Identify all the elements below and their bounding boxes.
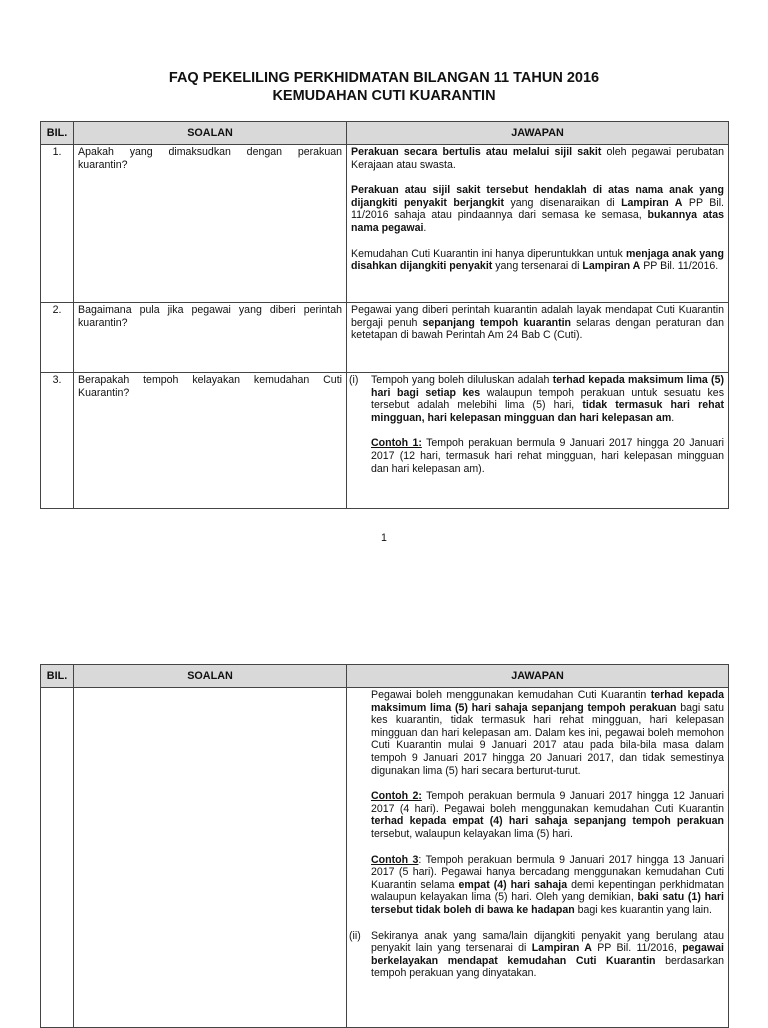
row-number bbox=[41, 688, 74, 1028]
answer-cell: Perakuan secara bertulis atau melalui sijil sakit oleh pegawai perubatan Kerajaan atau swasta. Perakuan atau sijil sakit tersebut hendaklah di atas nama anak yang dijangkiti penyakit berjangkit yang disenaraikan di Lampiran A PP Bil. 11/2016 sahaja atau pindaannya dari semasa ke semasa, bukannya atas nama pegawai. Kemudahan Cuti Kuarantin ini hanya diperuntukkan untuk menjaga anak yang disahkan dijangkiti penyakit yang tersenarai di Lampiran A PP Bil. 11/2016. bbox=[347, 145, 729, 303]
answer-cell: (i) Tempoh yang boleh diluluskan adalah terhad kepada maksimum lima (5) hari bagi setiap kes walaupun tempoh perakuan untuk sesuatu kes tersebut adalah melebihi lima (5) hari, tidak termasuk hari rehat mingguan, hari kelepasan mingguan dan hari kelepasan am. Contoh 1: Tempoh perakuan bermula 9 Januari 2017 hingga 20 Januari 2017 (12 hari, termasuk hari rehat mingguan, hari kelepasan mingguan dan hari kelepasan am). bbox=[347, 373, 729, 509]
header-soalan: SOALAN bbox=[74, 122, 347, 145]
header-bil: BIL. bbox=[41, 122, 74, 145]
question-cell: Apakah yang dimaksudkan dengan perakuan kuarantin? bbox=[74, 145, 347, 303]
table-row bbox=[41, 688, 729, 1028]
table-row bbox=[41, 145, 729, 303]
faq-table-page-1 bbox=[40, 121, 729, 509]
table-header-row bbox=[41, 665, 729, 688]
faq-table-page-2 bbox=[40, 664, 729, 1028]
row-number: 2. bbox=[41, 303, 74, 373]
question-cell bbox=[74, 688, 347, 1028]
question-cell: Bagaimana pula jika pegawai yang diberi perintah kuarantin? bbox=[74, 303, 347, 373]
document-subtitle: KEMUDAHAN CUTI KUARANTIN bbox=[272, 88, 496, 104]
header-soalan: SOALAN bbox=[74, 665, 347, 688]
header-bil: BIL. bbox=[41, 665, 74, 688]
document-title: FAQ PEKELILING PERKHIDMATAN BILANGAN 11 TAHUN 2016 bbox=[168, 70, 600, 86]
answer-cell: Pegawai boleh menggunakan kemudahan Cuti Kuarantin terhad kepada maksimum lima (5) hari sahaja sepanjang tempoh perakuan bagi satu kes kuarantin, tidak termasuk hari rehat mingguan, hari kelepasan mingguan dan hari kelepasan am. Dalam kes ini, pegawai boleh memohon Cuti Kuarantin mulai 9 Januari 2017 atau pada bila-bila masa dalam tempoh 9 Januari 2017 hingga 20 Januari 2017, dan tidak semestinya digunakan lima (5) hari secara berturut-turut. Contoh 2: Tempoh perakuan bermula 9 Januari 2017 hingga 12 Januari 2017 (4 hari). Pegawai boleh menggunakan kemudahan Cuti Kuarantin terhad kepada empat (4) hari sahaja sepanjang tempoh perakuan tersebut, walaupun kelayakan lima (5) hari. Contoh 3: Tempoh perakuan bermula 9 Januari 2017 hingga 13 Januari 2017 (5 hari). Pegawai hanya bercadang menggunakan kemudahan Cuti Kuarantin selama empat (4) hari sahaja demi kepentingan perkhidmatan walaupun kelayakan lima (5) hari. Oleh yang demikian, baki satu (1) hari tersebut tidak boleh di bawa ke hadapan bagi kes kuarantin yang lain. (ii) Sekiranya anak yang sama/lain dijangkiti penyakit yang berulang atau penyakit lain yang tersenarai di Lampiran A PP Bil. 11/2016, pegawai berkelayakan mendapat kemudahan Cuti Kuarantin berdasarkan tempoh perakuan yang dinyatakan. bbox=[347, 688, 729, 1028]
row-number: 3. bbox=[41, 373, 74, 509]
header-jawapan: JAWAPAN bbox=[347, 122, 729, 145]
table-row bbox=[41, 303, 729, 373]
question-cell: Berapakah tempoh kelayakan kemudahan Cuti Kuarantin? bbox=[74, 373, 347, 509]
header-jawapan: JAWAPAN bbox=[347, 665, 729, 688]
row-number: 1. bbox=[41, 145, 74, 303]
table-row bbox=[41, 373, 729, 509]
table-header-row bbox=[41, 122, 729, 145]
page-number: 1 bbox=[381, 532, 387, 544]
answer-cell: Pegawai yang diberi perintah kuarantin adalah layak mendapat Cuti Kuarantin bergaji penuh sepanjang tempoh kuarantin selaras dengan peraturan dan ketetapan di bawah Perintah Am 24 Bab C (Cuti). bbox=[347, 303, 729, 373]
